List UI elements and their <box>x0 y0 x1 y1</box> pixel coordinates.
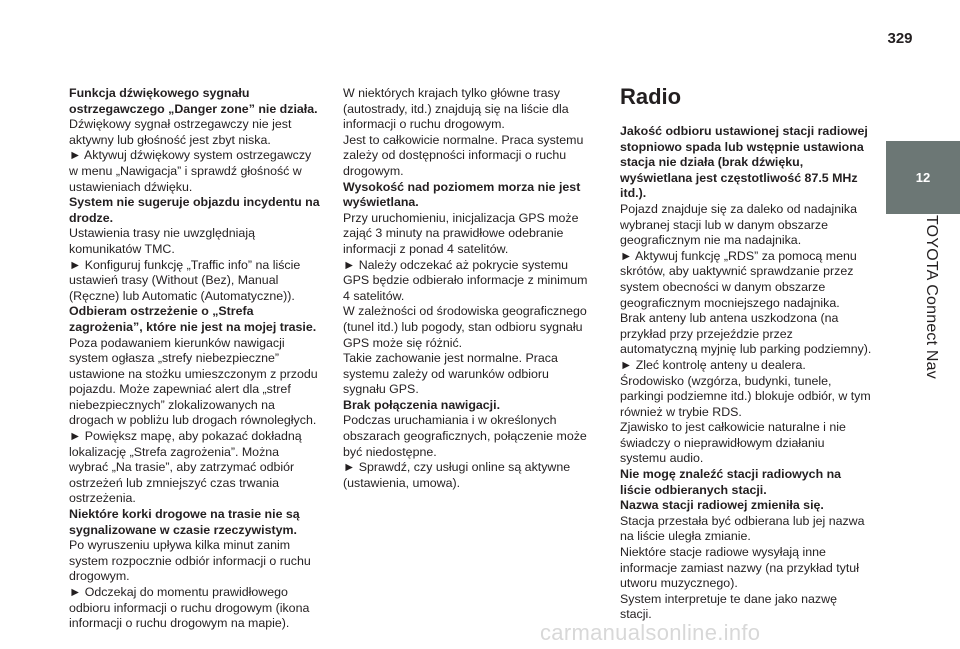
paragraph: Brak anteny lub antena uszkodzona (na przykład przy przejeździe przez automatyczną myjnię lub parking podziemny). <box>620 311 872 357</box>
paragraph: ► Aktywuj funkcję „RDS” za pomocą menu skrótów, aby uaktywnić sprawdzanie przez system obecności w danym obszarze geograficznym mocniejszego nadajnika. <box>620 248 857 310</box>
paragraph: Stacja przestała być odbierana lub jej nazwa na liście uległa zmianie. <box>620 513 865 544</box>
chapter-tab: 12 <box>886 141 960 214</box>
paragraph: ► Powiększ mapę, aby pokazać dokładną lokalizację „Strefa zagrożenia”. Można wybrać „Na trasie”, aby zatrzymać odbiór ostrzeżeń lub zmniejszyć czas trwania ostrzeżenia. <box>69 429 302 506</box>
chapter-title: TOYOTA Connect Nav <box>923 215 940 379</box>
paragraph: W zależności od środowiska geograficznego (tunel itd.) lub pogody, stan odbioru sygnału GPS może się różnić. <box>343 304 587 350</box>
question-heading: Funkcja dźwiękowego sygnału ostrzegawczego „Danger zone” nie działa. <box>69 86 318 116</box>
column-2 <box>343 86 595 491</box>
question-heading: Nazwa stacji radiowej zmieniła się. <box>620 498 824 513</box>
question-heading: System nie sugeruje objazdu incydentu na drodze. <box>69 195 320 225</box>
question-heading: Jakość odbioru ustawionej stacji radiowej stopniowo spada lub wstępnie ustawiona stacja nie działa (brak dźwięku, wyświetlana jest częstotliwość 87.5 MHz itd.). <box>620 124 868 201</box>
watermark: carmanualsonline.info <box>540 620 761 645</box>
paragraph: Przy uruchomieniu, inicjalizacja GPS może zająć 3 minuty na prawidłowe odebranie informacji z ponad 4 satelitów. <box>343 210 579 256</box>
question-heading: Niektóre korki drogowe na trasie nie są sygnalizowane w czasie rzeczywistym. <box>69 507 300 537</box>
paragraph: ► Sprawdź, czy usługi online są aktywne (ustawienia, umowa). <box>343 460 571 490</box>
page-number: 329 <box>887 30 913 47</box>
paragraph: ► Konfiguruj funkcję „Traffic info” na liście ustawień trasy (Without (Bez), Manual (Ręczne) lub Automatic (Automatyczne)). <box>69 257 301 303</box>
section-heading-radio: Radio <box>620 84 682 109</box>
paragraph: Jest to całkowicie normalne. Praca systemu zależy od dostępności informacji o ruchu drogowym. <box>343 132 584 178</box>
paragraph: Środowisko (wzgórza, budynki, tunele, parkingi podziemne itd.) blokuje odbiór, w tym również w trybie RDS. <box>620 373 871 419</box>
question-heading: Brak połączenia nawigacji. <box>343 397 501 412</box>
paragraph: Ustawienia trasy nie uwzględniają komunikatów TMC. <box>69 226 255 256</box>
paragraph: ► Aktywuj dźwiękowy system ostrzegawczy w menu „Nawigacja” i sprawdź głośność w ustawieniach dźwięku. <box>69 148 312 194</box>
paragraph: Poza podawaniem kierunków nawigacji system ogłasza „strefy niebezpieczne” ustawione na stożku umieszczonym z przodu pojazdu. Może zapewniać alert dla „stref niebezpiecznych” zlokalizowanych na drogach w pobliżu lub drogach równoległych. <box>69 335 318 428</box>
column-1 <box>69 86 321 632</box>
paragraph: Niektóre stacje radiowe wysyłają inne informacje zamiast nazwy (na przykład tytuł utworu muzycznego). <box>620 545 859 591</box>
question-heading: Nie mogę znaleźć stacji radiowych na liście odbieranych stacji. <box>620 467 842 497</box>
paragraph: Podczas uruchamiania i w określonych obszarach geograficznych, połączenie może być niedostępne. <box>343 413 587 459</box>
paragraph: ► Zleć kontrolę anteny u dealera. <box>620 357 806 372</box>
paragraph: Dźwiękowy sygnał ostrzegawczy nie jest aktywny lub głośność jest zbyt niska. <box>69 117 292 147</box>
paragraph: W niektórych krajach tylko główne trasy (autostrady, itd.) znajdują się na liście dla informacji o ruchu drogowym. <box>343 86 569 132</box>
paragraph: ► Należy odczekać aż pokrycie systemu GPS będzie odbierało informacje z minimum 4 satelitów. <box>343 257 588 303</box>
paragraph: Pojazd znajduje się za daleko od nadajnika wybranej stacji lub w danym obszarze geograficznym nie ma nadajnika. <box>620 201 857 248</box>
paragraph: System interpretuje te dane jako nazwę stacji. <box>620 591 837 622</box>
paragraph: ► Odczekaj do momentu prawidłowego odbioru informacji o ruchu drogowym (ikona informacji o ruchu drogowym na mapie). <box>69 585 310 631</box>
question-heading: Wysokość nad poziomem morza nie jest wyświetlana. <box>343 179 581 210</box>
column-3 <box>620 124 872 623</box>
paragraph: Takie zachowanie jest normalne. Praca systemu zależy od warunków odbioru sygnału GPS. <box>343 351 558 397</box>
question-heading: Odbieram ostrzeżenie o „Strefa zagrożenia”, które nie jest na mojej trasie. <box>69 304 317 334</box>
paragraph: Po wyruszeniu upływa kilka minut zanim system rozpocznie odbiór informacji o ruchu drogowym. <box>69 538 311 584</box>
paragraph: Zjawisko to jest całkowicie naturalne i nie świadczy o nieprawidłowym działaniu systemu audio. <box>620 420 846 466</box>
